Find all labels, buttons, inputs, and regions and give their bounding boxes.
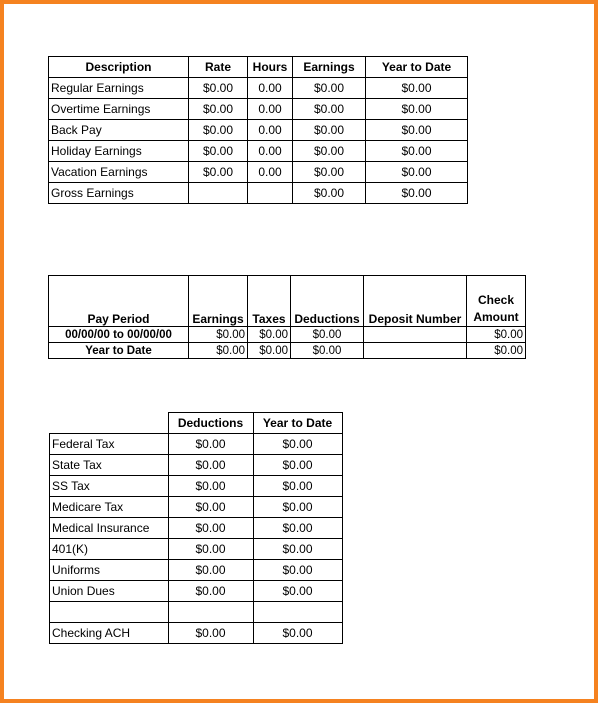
col-deductions: Deductions [291,276,364,327]
earning-description: Holiday Earnings [49,141,189,162]
deduction-ytd: $0.00 [253,455,342,476]
deduction-ytd [253,602,342,623]
earning-hours: 0.00 [248,78,293,99]
deduction-amount: $0.00 [168,623,253,644]
deduction-name: Checking ACH [50,623,169,644]
table-row [49,120,468,141]
table-row [49,78,468,99]
col-rate: Rate [189,57,248,78]
earning-hours [248,183,293,204]
earning-description: Overtime Earnings [49,99,189,120]
col-deposit-number: Deposit Number [364,276,467,327]
deduction-name: Union Dues [50,581,169,602]
col-hours: Hours [248,57,293,78]
earning-hours: 0.00 [248,99,293,120]
earnings-table [48,56,468,204]
pay-taxes: $0.00 [248,327,291,343]
pay-earnings: $0.00 [189,327,248,343]
earning-hours: 0.00 [248,141,293,162]
earning-description: Regular Earnings [49,78,189,99]
deductions-header-row [50,413,343,434]
col-year-to-date: Year to Date [253,413,342,434]
earning-rate: $0.00 [189,162,248,183]
pay-check-amount: $0.00 [467,343,526,359]
table-row [49,162,468,183]
deduction-ytd: $0.00 [253,539,342,560]
table-row [49,343,526,359]
deduction-ytd: $0.00 [253,581,342,602]
deduction-ytd: $0.00 [253,434,342,455]
col-pay-period: Pay Period [49,276,189,327]
earning-ytd: $0.00 [366,183,468,204]
table-row [49,99,468,120]
pay-deductions: $0.00 [291,327,364,343]
table-row [50,455,343,476]
col-taxes: Taxes [248,276,291,327]
earning-hours: 0.00 [248,162,293,183]
deduction-amount: $0.00 [168,539,253,560]
pay-period: 00/00/00 to 00/00/00 [49,327,189,343]
table-row [50,581,343,602]
deduction-amount: $0.00 [168,581,253,602]
earning-ytd: $0.00 [366,120,468,141]
deduction-ytd: $0.00 [253,623,342,644]
deduction-name: 401(K) [50,539,169,560]
deduction-name: Federal Tax [50,434,169,455]
pay-header-row [49,276,526,327]
earning-description: Back Pay [49,120,189,141]
col-description: Description [49,57,189,78]
col-year-to-date: Year to Date [366,57,468,78]
earning-rate: $0.00 [189,120,248,141]
table-row [50,539,343,560]
pay-deposit-number [364,343,467,359]
earning-amount: $0.00 [293,183,366,204]
pay-period: Year to Date [49,343,189,359]
pay-summary-table [48,275,526,359]
col-earnings: Earnings [293,57,366,78]
earning-amount: $0.00 [293,120,366,141]
earning-description: Vacation Earnings [49,162,189,183]
earning-ytd: $0.00 [366,99,468,120]
deduction-amount: $0.00 [168,434,253,455]
earning-amount: $0.00 [293,99,366,120]
deduction-ytd: $0.00 [253,518,342,539]
header-blank-cell [50,413,169,434]
pay-taxes: $0.00 [248,343,291,359]
deduction-name: State Tax [50,455,169,476]
deduction-amount: $0.00 [168,476,253,497]
deduction-name [50,602,169,623]
pay-deductions: $0.00 [291,343,364,359]
earning-amount: $0.00 [293,141,366,162]
earnings-header-row [49,57,468,78]
earning-ytd: $0.00 [366,162,468,183]
deduction-amount: $0.00 [168,518,253,539]
earning-ytd: $0.00 [366,78,468,99]
table-row [50,623,343,644]
earning-rate: $0.00 [189,99,248,120]
pay-deposit-number [364,327,467,343]
deduction-amount [168,602,253,623]
deduction-amount: $0.00 [168,560,253,581]
table-row [50,518,343,539]
pay-earnings: $0.00 [189,343,248,359]
deductions-table [49,412,343,644]
table-row [50,476,343,497]
earning-hours: 0.00 [248,120,293,141]
earning-amount: $0.00 [293,78,366,99]
table-row [50,497,343,518]
earning-rate: $0.00 [189,78,248,99]
table-row [49,141,468,162]
earning-description: Gross Earnings [49,183,189,204]
table-row [49,183,468,204]
deduction-name: Medical Insurance [50,518,169,539]
deduction-ytd: $0.00 [253,560,342,581]
col-check-amount: Check Amount [467,276,526,327]
pay-check-amount: $0.00 [467,327,526,343]
earning-rate: $0.00 [189,141,248,162]
deduction-name: Uniforms [50,560,169,581]
deduction-ytd: $0.00 [253,476,342,497]
deduction-ytd: $0.00 [253,497,342,518]
table-row [50,434,343,455]
deduction-amount: $0.00 [168,497,253,518]
col-earnings: Earnings [189,276,248,327]
table-row [50,602,343,623]
table-row [50,560,343,581]
table-row [49,327,526,343]
deduction-name: Medicare Tax [50,497,169,518]
deduction-name: SS Tax [50,476,169,497]
earning-amount: $0.00 [293,162,366,183]
deduction-amount: $0.00 [168,455,253,476]
earning-rate [189,183,248,204]
col-deductions: Deductions [168,413,253,434]
earning-ytd: $0.00 [366,141,468,162]
